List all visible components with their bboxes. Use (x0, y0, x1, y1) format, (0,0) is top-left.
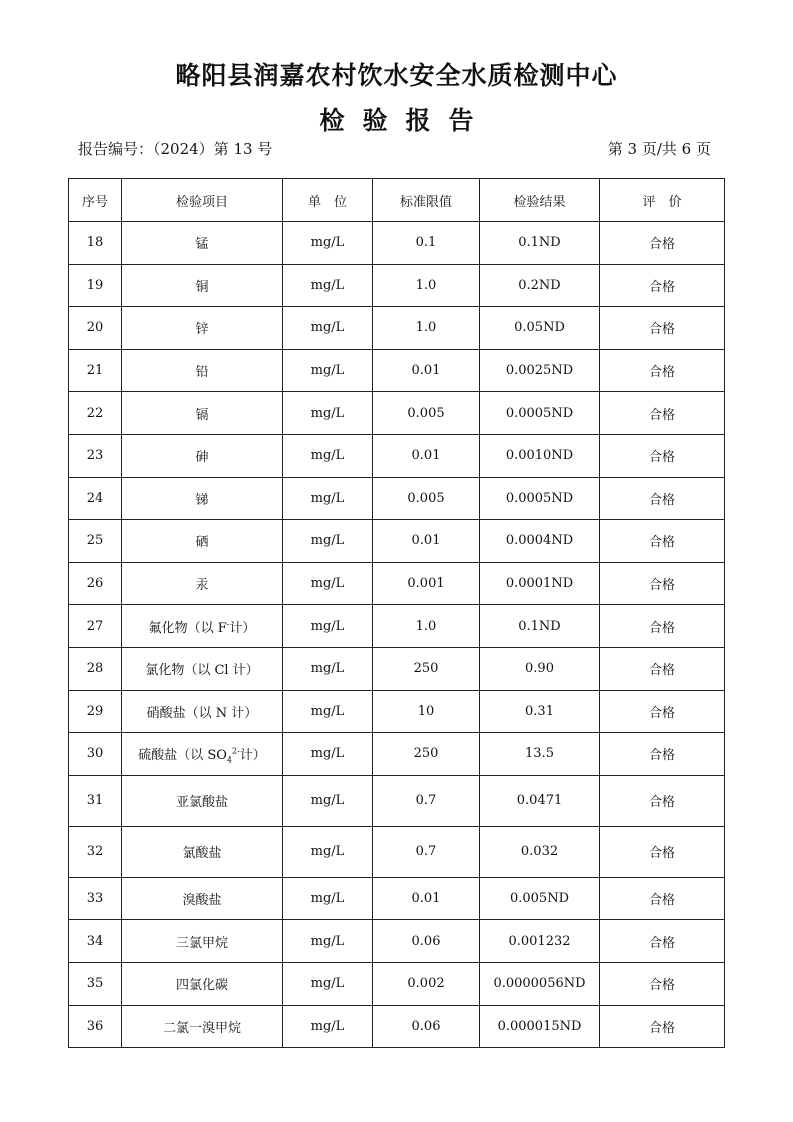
cell-limit: 0.01 (373, 349, 480, 392)
cell-no: 24 (69, 477, 122, 520)
cell-result: 0.0000056ND (480, 962, 600, 1005)
cell-unit: mg/L (283, 1005, 373, 1048)
table-row (69, 307, 725, 350)
cell-item: 锰 (122, 222, 283, 265)
cell-item: 亚氯酸盐 (122, 775, 283, 826)
item-subscript: 4 (226, 755, 232, 765)
cell-limit: 0.01 (373, 520, 480, 563)
table-row (69, 733, 725, 776)
cell-result: 0.000015ND (480, 1005, 600, 1048)
cell-item: 砷 (122, 434, 283, 477)
col-header-no: 序号 (69, 179, 122, 222)
cell-no: 19 (69, 264, 122, 307)
cell-eval: 合格 (600, 1005, 725, 1048)
cell-unit: mg/L (283, 477, 373, 520)
cell-limit: 0.01 (373, 434, 480, 477)
item-text-suffix: 计） (239, 747, 266, 763)
cell-result: 0.0471 (480, 775, 600, 826)
cell-eval: 合格 (600, 733, 725, 776)
cell-limit: 1.0 (373, 264, 480, 307)
cell-limit: 0.7 (373, 826, 480, 877)
cell-item: 铜 (122, 264, 283, 307)
cell-limit: 0.001 (373, 562, 480, 605)
item-superscript: - (226, 619, 230, 629)
cell-result: 0.31 (480, 690, 600, 733)
cell-unit: mg/L (283, 349, 373, 392)
cell-no: 33 (69, 877, 122, 920)
cell-unit: mg/L (283, 222, 373, 265)
item-text-suffix: 计） (229, 620, 256, 636)
cell-no: 20 (69, 307, 122, 350)
table-header-row (69, 179, 725, 222)
cell-unit: mg/L (283, 392, 373, 435)
cell-no: 23 (69, 434, 122, 477)
col-header-limit: 标准限值 (373, 179, 480, 222)
table-row (69, 690, 725, 733)
table-row (69, 647, 725, 690)
cell-unit: mg/L (283, 826, 373, 877)
cell-no: 29 (69, 690, 122, 733)
report-number: 报告编号：（2024）第 13 号 (78, 140, 273, 158)
document-title: 略阳县润嘉农村饮水安全水质检测中心 (175, 61, 618, 90)
cell-no: 30 (69, 733, 122, 776)
cell-item: 氯酸盐 (122, 826, 283, 877)
cell-item: 铅 (122, 349, 283, 392)
cell-unit: mg/L (283, 307, 373, 350)
cell-result: 0.001232 (480, 920, 600, 963)
cell-item: 三氯甲烷 (122, 920, 283, 963)
cell-result: 0.1ND (480, 222, 600, 265)
cell-unit: mg/L (283, 690, 373, 733)
table-row (69, 920, 725, 963)
cell-item (122, 605, 283, 648)
cell-eval: 合格 (600, 605, 725, 648)
cell-unit: mg/L (283, 647, 373, 690)
cell-no: 28 (69, 647, 122, 690)
item-superscript: 2- (231, 746, 240, 756)
table-row (69, 434, 725, 477)
cell-eval: 合格 (600, 920, 725, 963)
table-row (69, 392, 725, 435)
table-row (69, 877, 725, 920)
cell-result: 0.2ND (480, 264, 600, 307)
cell-unit: mg/L (283, 733, 373, 776)
table-row (69, 1005, 725, 1048)
cell-limit: 0.1 (373, 222, 480, 265)
cell-eval: 合格 (600, 962, 725, 1005)
cell-result: 0.0010ND (480, 434, 600, 477)
cell-limit: 0.06 (373, 920, 480, 963)
item-text: 氟化物（以 F (148, 620, 227, 636)
cell-item: 硝酸盐（以 N 计） (122, 690, 283, 733)
cell-item: 锑 (122, 477, 283, 520)
table-row (69, 562, 725, 605)
cell-limit: 10 (373, 690, 480, 733)
cell-no: 21 (69, 349, 122, 392)
cell-no: 18 (69, 222, 122, 265)
cell-result: 0.0004ND (480, 520, 600, 563)
cell-result: 13.5 (480, 733, 600, 776)
cell-no: 22 (69, 392, 122, 435)
table-row (69, 349, 725, 392)
cell-unit: mg/L (283, 434, 373, 477)
cell-item: 二氯一溴甲烷 (122, 1005, 283, 1048)
table-row (69, 222, 725, 265)
cell-unit: mg/L (283, 877, 373, 920)
cell-eval: 合格 (600, 647, 725, 690)
table-row (69, 605, 725, 648)
cell-result: 0.90 (480, 647, 600, 690)
cell-eval: 合格 (600, 264, 725, 307)
cell-unit: mg/L (283, 520, 373, 563)
table-row (69, 477, 725, 520)
cell-unit: mg/L (283, 562, 373, 605)
cell-eval: 合格 (600, 562, 725, 605)
cell-result: 0.0005ND (480, 477, 600, 520)
table-row (69, 264, 725, 307)
cell-eval: 合格 (600, 349, 725, 392)
cell-limit: 0.005 (373, 477, 480, 520)
cell-no: 25 (69, 520, 122, 563)
cell-no: 35 (69, 962, 122, 1005)
cell-result: 0.005ND (480, 877, 600, 920)
table-row (69, 826, 725, 877)
cell-eval: 合格 (600, 307, 725, 350)
cell-no: 27 (69, 605, 122, 648)
cell-eval: 合格 (600, 477, 725, 520)
cell-eval: 合格 (600, 877, 725, 920)
cell-eval: 合格 (600, 826, 725, 877)
cell-item (122, 733, 283, 776)
cell-eval: 合格 (600, 775, 725, 826)
cell-unit: mg/L (283, 605, 373, 648)
cell-limit: 0.06 (373, 1005, 480, 1048)
cell-no: 32 (69, 826, 122, 877)
cell-result: 0.0005ND (480, 392, 600, 435)
cell-limit: 250 (373, 733, 480, 776)
cell-result: 0.0001ND (480, 562, 600, 605)
cell-limit: 0.002 (373, 962, 480, 1005)
cell-no: 31 (69, 775, 122, 826)
table-row (69, 775, 725, 826)
col-header-result: 检验结果 (480, 179, 600, 222)
table-row (69, 962, 725, 1005)
cell-limit: 1.0 (373, 307, 480, 350)
cell-item: 锌 (122, 307, 283, 350)
item-text: 硫酸盐（以 SO (138, 747, 227, 763)
cell-no: 26 (69, 562, 122, 605)
cell-eval: 合格 (600, 520, 725, 563)
cell-eval: 合格 (600, 392, 725, 435)
col-header-unit: 单 位 (283, 179, 373, 222)
cell-eval: 合格 (600, 222, 725, 265)
cell-no: 34 (69, 920, 122, 963)
cell-item: 溴酸盐 (122, 877, 283, 920)
cell-result: 0.0025ND (480, 349, 600, 392)
cell-limit: 0.01 (373, 877, 480, 920)
cell-item: 硒 (122, 520, 283, 563)
cell-item: 汞 (122, 562, 283, 605)
cell-item: 四氯化碳 (122, 962, 283, 1005)
cell-unit: mg/L (283, 962, 373, 1005)
cell-eval: 合格 (600, 690, 725, 733)
cell-limit: 250 (373, 647, 480, 690)
cell-limit: 1.0 (373, 605, 480, 648)
cell-result: 0.05ND (480, 307, 600, 350)
cell-eval: 合格 (600, 434, 725, 477)
col-header-eval: 评 价 (600, 179, 725, 222)
test-results-table (68, 178, 725, 1048)
cell-unit: mg/L (283, 264, 373, 307)
cell-item: 氯化物（以 Cl 计） (122, 647, 283, 690)
cell-item: 镉 (122, 392, 283, 435)
cell-limit: 0.7 (373, 775, 480, 826)
cell-result: 0.032 (480, 826, 600, 877)
cell-unit: mg/L (283, 920, 373, 963)
cell-no: 36 (69, 1005, 122, 1048)
col-header-item: 检验项目 (122, 179, 283, 222)
table-row (69, 520, 725, 563)
report-subtitle: 检验报告 (319, 106, 492, 135)
cell-unit: mg/L (283, 775, 373, 826)
cell-limit: 0.005 (373, 392, 480, 435)
cell-result: 0.1ND (480, 605, 600, 648)
page-info: 第 3 页/共 6 页 (607, 140, 711, 158)
